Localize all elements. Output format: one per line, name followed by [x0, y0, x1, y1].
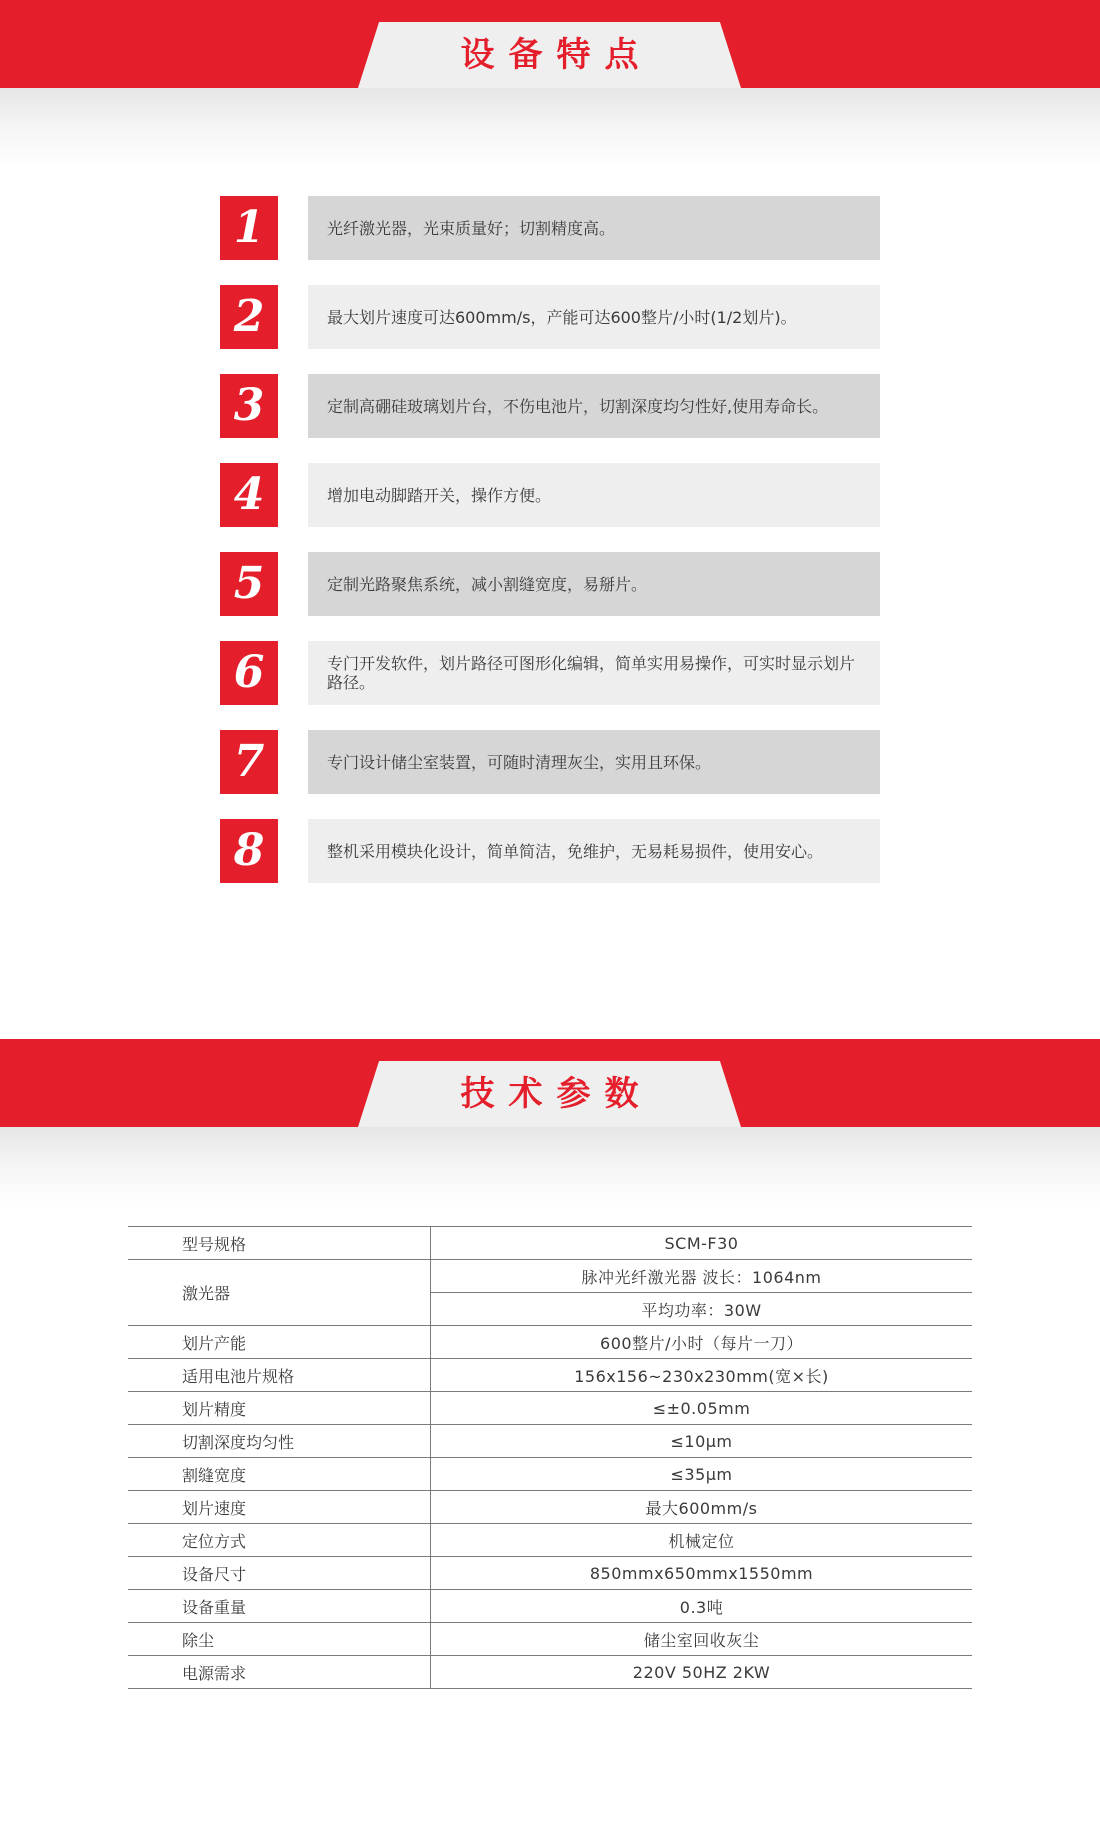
feature-box — [308, 819, 880, 883]
feature-text: 增加电动脚踏开关，操作方便。 — [327, 485, 552, 505]
feature-number: 1 — [220, 196, 278, 260]
table-row — [128, 1623, 972, 1656]
table-row — [128, 1590, 972, 1623]
spec-label: 型号规格 — [128, 1227, 431, 1260]
spec-value: 机械定位 — [431, 1524, 973, 1557]
feature-number: 2 — [220, 285, 278, 349]
table-row — [128, 1425, 972, 1458]
header-fade — [0, 1127, 1100, 1207]
spec-label: 激光器 — [128, 1260, 431, 1326]
feature-text: 专门设计储尘室装置，可随时清理灰尘，实用且环保。 — [327, 752, 712, 772]
feature-box — [308, 463, 880, 527]
feature-item — [220, 730, 880, 794]
spec-label: 划片精度 — [128, 1392, 431, 1425]
feature-text: 光纤激光器，光束质量好；切割精度高。 — [327, 218, 616, 238]
spec-label: 设备重量 — [128, 1590, 431, 1623]
spec-label: 切割深度均匀性 — [128, 1425, 431, 1458]
feature-item — [220, 285, 880, 349]
header-fade — [0, 88, 1100, 168]
feature-text: 专门开发软件，划片路径可图形化编辑，简单实用易操作，可实时显示划片路径。 — [327, 654, 856, 692]
feature-text: 定制高硼硅玻璃划片台，不伤电池片，切割深度均匀性好,使用寿命长。 — [327, 396, 829, 416]
spec-label: 适用电池片规格 — [128, 1359, 431, 1392]
spec-label: 定位方式 — [128, 1524, 431, 1557]
feature-box — [308, 552, 880, 616]
feature-item — [220, 641, 880, 705]
table-row — [128, 1326, 972, 1359]
spec-label: 划片速度 — [128, 1491, 431, 1524]
spec-label: 除尘 — [128, 1623, 431, 1656]
spec-value: ≤±0.05mm — [431, 1392, 973, 1425]
spec-value: 156x156~230x230mm(宽×长) — [431, 1359, 973, 1392]
spec-value: 平均功率：30W — [431, 1293, 973, 1326]
specs-table — [128, 1226, 972, 1689]
spec-value: SCM-F30 — [431, 1227, 973, 1260]
table-row — [128, 1392, 972, 1425]
table-row — [128, 1656, 972, 1689]
spec-value: ≤35μm — [431, 1458, 973, 1491]
spec-value: 220V 50HZ 2KW — [431, 1656, 973, 1689]
spec-label: 电源需求 — [128, 1656, 431, 1689]
table-row — [128, 1524, 972, 1557]
spec-label: 划片产能 — [128, 1326, 431, 1359]
spec-value: ≤10μm — [431, 1425, 973, 1458]
feature-item — [220, 819, 880, 883]
spec-value: 600整片/小时（每片一刀） — [431, 1326, 973, 1359]
feature-number: 7 — [220, 730, 278, 794]
spec-value: 最大600mm/s — [431, 1491, 973, 1524]
feature-item — [220, 552, 880, 616]
spec-value: 储尘室回收灰尘 — [431, 1623, 973, 1656]
spec-value: 脉冲光纤激光器 波长：1064nm — [431, 1260, 973, 1293]
feature-text: 整机采用模块化设计，简单简洁，免维护，无易耗易损件，使用安心。 — [327, 841, 824, 861]
feature-number: 3 — [220, 374, 278, 438]
table-row — [128, 1491, 972, 1524]
table-row — [128, 1458, 972, 1491]
feature-box — [308, 285, 880, 349]
spec-value: 850mmx650mmx1550mm — [431, 1557, 973, 1590]
spec-value: 0.3吨 — [431, 1590, 973, 1623]
feature-box — [308, 374, 880, 438]
feature-box — [308, 641, 880, 705]
feature-text: 定制光路聚焦系统，减小割缝宽度，易掰片。 — [327, 574, 648, 594]
feature-item — [220, 196, 880, 260]
spec-label: 设备尺寸 — [128, 1557, 431, 1590]
features-title: 设备特点 — [460, 35, 653, 75]
table-row — [128, 1557, 972, 1590]
feature-number: 8 — [220, 819, 278, 883]
feature-text: 最大划片速度可达600mm/s，产能可达600整片/小时(1/2划片)。 — [327, 307, 797, 327]
feature-number: 5 — [220, 552, 278, 616]
feature-number: 4 — [220, 463, 278, 527]
table-row — [128, 1227, 972, 1260]
table-row — [128, 1359, 972, 1392]
feature-box — [308, 730, 880, 794]
spec-label: 割缝宽度 — [128, 1458, 431, 1491]
specs-title: 技术参数 — [460, 1074, 653, 1114]
feature-item — [220, 463, 880, 527]
feature-box — [308, 196, 880, 260]
feature-number: 6 — [220, 641, 278, 705]
feature-item — [220, 374, 880, 438]
table-row — [128, 1260, 972, 1293]
